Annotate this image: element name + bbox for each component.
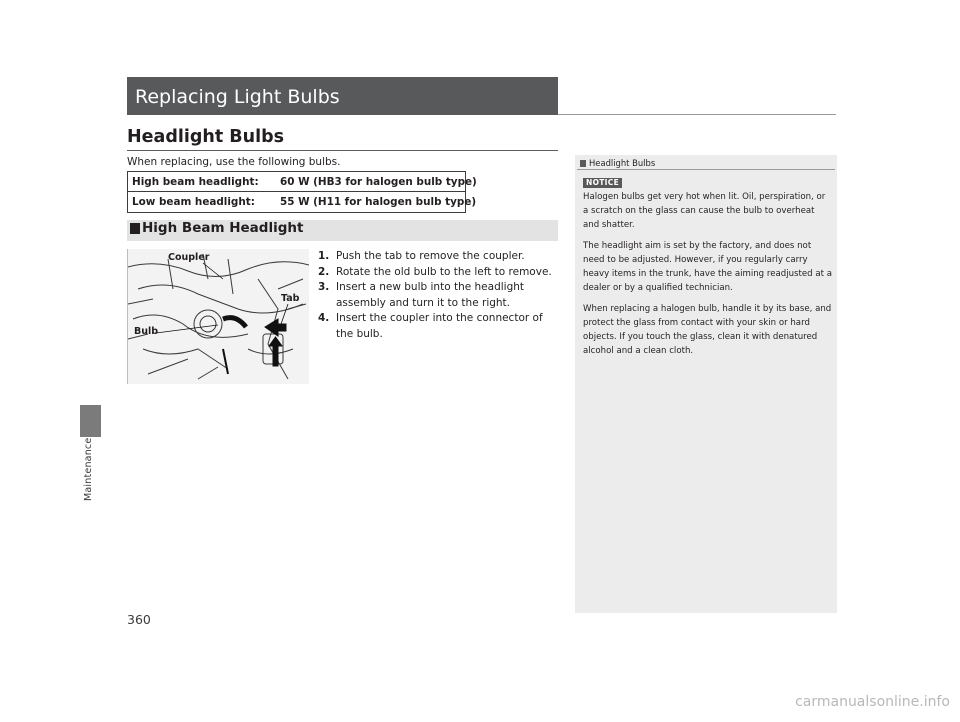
reference-marker-icon	[580, 160, 586, 167]
step-number: 1.	[318, 250, 330, 262]
subsection-title: High Beam Headlight	[142, 220, 304, 236]
title-rule	[558, 114, 836, 115]
step-text: Rotate the old bulb to the left to remove.	[336, 265, 552, 278]
sidebar-header	[580, 158, 655, 168]
sidebar-paragraph: When replacing a halogen bulb, handle it by its base, and protect the glass from contact with your skin or hard objects. If you touch the glass, clean it with denatured alcohol and a clean cloth.	[583, 304, 832, 356]
title-bar	[127, 77, 558, 115]
notice-badge: NOTICE	[583, 178, 622, 188]
page-number: 360	[127, 612, 151, 627]
table-row	[128, 192, 477, 212]
spec-value: 60 W (HB3 for halogen bulb type)	[280, 176, 477, 188]
sidebar-paragraph: The headlight aim is set by the factory, and does not need to be adjusted. However, if you regularly carry heavy items in the trunk, have the aiming readjusted at a dealer or by a qualified technician.	[583, 241, 833, 293]
intro-text: When replacing, use the following bulbs.	[127, 156, 341, 168]
page-title: Replacing Light Bulbs	[135, 86, 340, 108]
section-heading: Headlight Bulbs	[127, 127, 285, 147]
step-number: 2.	[318, 265, 330, 278]
step-text: Push the tab to remove the coupler.	[336, 250, 525, 262]
figure-label-tab: Tab	[281, 293, 300, 304]
figure-label-coupler: Coupler	[168, 252, 210, 263]
step-text: Insert the coupler into the connector of the bulb.	[336, 312, 543, 340]
bulb-spec-table	[127, 171, 477, 213]
sidebar-text	[583, 190, 833, 365]
spec-value: 55 W (H11 for halogen bulb type)	[280, 196, 477, 208]
instruction-steps	[318, 249, 558, 342]
section-rule	[127, 150, 558, 151]
list-item	[318, 280, 558, 311]
list-item	[318, 249, 558, 265]
list-item	[318, 265, 558, 281]
figure-label-bulb: Bulb	[134, 326, 159, 337]
sidebar-header-text: Headlight Bulbs	[589, 158, 656, 168]
step-text: Insert a new bulb into the headlight assembly and turn it to the right.	[336, 281, 525, 309]
spec-label: High beam headlight:	[132, 176, 259, 188]
headlight-illustration	[127, 249, 309, 384]
step-number: 3.	[318, 281, 330, 293]
sidebar-rule	[577, 169, 835, 170]
table-row	[128, 172, 477, 192]
square-bullet-icon	[130, 223, 140, 234]
side-chapter-label: Maintenance	[83, 437, 94, 501]
engine-bay-drawing	[128, 249, 309, 384]
list-item	[318, 311, 558, 342]
watermark: carmanualsonline.info	[795, 694, 950, 710]
step-number: 4.	[318, 312, 330, 324]
sidebar-paragraph: Halogen bulbs get very hot when lit. Oil, perspiration, or a scratch on the glass can cause the bulb to overheat and shatter.	[583, 192, 826, 230]
subsection-heading-bar	[127, 220, 558, 241]
notes-sidebar	[575, 155, 837, 613]
side-tab	[80, 405, 101, 437]
spec-label: Low beam headlight:	[132, 196, 255, 208]
